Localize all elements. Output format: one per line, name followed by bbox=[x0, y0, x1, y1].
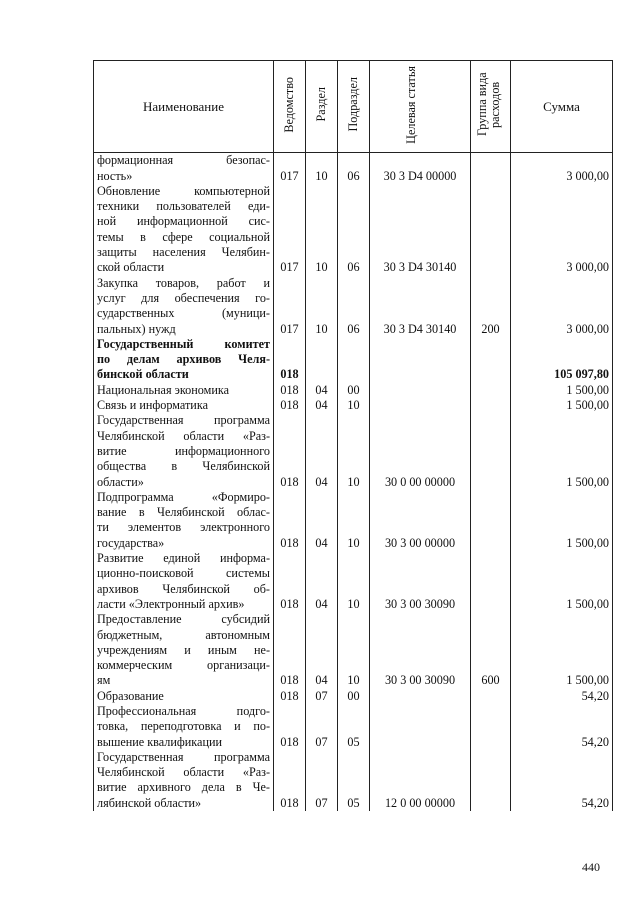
header-gruppa: Группа вида расходов bbox=[471, 61, 511, 153]
cell-gruppa bbox=[471, 490, 511, 551]
cell-podrazdel: 06 bbox=[338, 153, 370, 184]
cell-vedomstvo: 018 bbox=[274, 413, 306, 489]
name-line: ной информационной сис- bbox=[97, 214, 270, 229]
cell-summa: 3 000,00 bbox=[511, 184, 613, 276]
name-line: Обновление компьютерной bbox=[97, 183, 270, 198]
cell-podrazdel: 10 bbox=[338, 612, 370, 688]
cell-vedomstvo: 018 bbox=[274, 383, 306, 398]
cell-summa: 105 097,80 bbox=[511, 337, 613, 383]
header-podrazdel: Подраздел bbox=[338, 61, 370, 153]
table-row bbox=[94, 337, 613, 383]
cell-vedomstvo: 018 bbox=[274, 750, 306, 811]
cell-razdel: 10 bbox=[306, 153, 338, 184]
cell-summa: 1 500,00 bbox=[511, 413, 613, 489]
name-line: вышение квалификации bbox=[97, 734, 223, 749]
cell-summa: 1 500,00 bbox=[511, 383, 613, 398]
table-row bbox=[94, 612, 613, 688]
cell-name bbox=[94, 153, 274, 184]
cell-tselevaya: 30 3 D4 30140 bbox=[370, 184, 471, 276]
name-line: лябинской области» bbox=[97, 795, 202, 810]
table-row bbox=[94, 490, 613, 551]
cell-summa: 3 000,00 bbox=[511, 276, 613, 337]
cell-razdel: 07 bbox=[306, 704, 338, 750]
name-line: ти элементов электронного bbox=[97, 520, 270, 535]
cell-razdel: 10 bbox=[306, 184, 338, 276]
name-line: товка, переподготовка и по- bbox=[97, 719, 270, 734]
cell-gruppa bbox=[471, 413, 511, 489]
cell-tselevaya bbox=[370, 704, 471, 750]
cell-podrazdel: 05 bbox=[338, 704, 370, 750]
cell-tselevaya: 30 3 D4 00000 bbox=[370, 153, 471, 184]
cell-vedomstvo: 018 bbox=[274, 689, 306, 704]
table-body bbox=[94, 153, 613, 811]
name-line: Предоставление субсидий bbox=[97, 612, 270, 627]
cell-name bbox=[94, 337, 274, 383]
cell-razdel: 04 bbox=[306, 398, 338, 413]
name-line: Закупка товаров, работ и bbox=[97, 275, 270, 290]
name-line: ям bbox=[97, 673, 111, 688]
table-row bbox=[94, 276, 613, 337]
cell-gruppa bbox=[471, 689, 511, 704]
cell-podrazdel: 10 bbox=[338, 413, 370, 489]
name-line: техники пользователей еди- bbox=[97, 199, 270, 214]
name-line: витие архивного дела в Че- bbox=[97, 780, 270, 795]
name-line: Челябинской области «Раз- bbox=[97, 765, 270, 780]
cell-name bbox=[94, 750, 274, 811]
cell-razdel bbox=[306, 337, 338, 383]
cell-tselevaya: 30 3 00 30090 bbox=[370, 612, 471, 688]
name-line: государства» bbox=[97, 535, 165, 550]
header-name: Наименование bbox=[94, 61, 274, 153]
cell-vedomstvo: 017 bbox=[274, 184, 306, 276]
name-line: учреждениям и иным не- bbox=[97, 642, 270, 657]
table-row bbox=[94, 413, 613, 489]
cell-podrazdel: 06 bbox=[338, 184, 370, 276]
name-line: Национальная экономика bbox=[97, 382, 230, 397]
name-line: по делам архивов Челя- bbox=[97, 352, 270, 367]
name-line: услуг для обеспечения го- bbox=[97, 290, 270, 305]
cell-razdel: 04 bbox=[306, 413, 338, 489]
header-razdel: Раздел bbox=[306, 61, 338, 153]
name-line: Связь и информатика bbox=[97, 398, 208, 413]
cell-gruppa bbox=[471, 750, 511, 811]
table-row bbox=[94, 398, 613, 413]
name-line: Развитие единой информа- bbox=[97, 551, 270, 566]
cell-gruppa bbox=[471, 337, 511, 383]
cell-vedomstvo: 018 bbox=[274, 551, 306, 612]
cell-gruppa bbox=[471, 398, 511, 413]
cell-name bbox=[94, 276, 274, 337]
cell-gruppa: 600 bbox=[471, 612, 511, 688]
cell-summa: 1 500,00 bbox=[511, 490, 613, 551]
cell-vedomstvo: 017 bbox=[274, 276, 306, 337]
name-line: общества в Челябинской bbox=[97, 459, 270, 474]
cell-gruppa: 200 bbox=[471, 276, 511, 337]
name-line: архивов Челябинской об- bbox=[97, 581, 270, 596]
cell-podrazdel: 10 bbox=[338, 490, 370, 551]
table-row bbox=[94, 383, 613, 398]
cell-vedomstvo: 017 bbox=[274, 153, 306, 184]
name-line: области» bbox=[97, 474, 144, 489]
cell-vedomstvo: 018 bbox=[274, 337, 306, 383]
cell-podrazdel: 00 bbox=[338, 689, 370, 704]
cell-gruppa bbox=[471, 551, 511, 612]
cell-podrazdel: 00 bbox=[338, 383, 370, 398]
cell-vedomstvo: 018 bbox=[274, 704, 306, 750]
cell-name bbox=[94, 413, 274, 489]
table-row bbox=[94, 750, 613, 811]
cell-razdel: 04 bbox=[306, 612, 338, 688]
table-header-row bbox=[94, 61, 613, 153]
cell-razdel: 10 bbox=[306, 276, 338, 337]
cell-tselevaya: 30 3 00 30090 bbox=[370, 551, 471, 612]
name-line: бюджетным, автономным bbox=[97, 627, 270, 642]
cell-summa: 1 500,00 bbox=[511, 551, 613, 612]
cell-podrazdel: 06 bbox=[338, 276, 370, 337]
cell-name bbox=[94, 383, 274, 398]
cell-summa: 3 000,00 bbox=[511, 153, 613, 184]
cell-tselevaya bbox=[370, 689, 471, 704]
name-line: защиты населения Челябин- bbox=[97, 245, 270, 260]
cell-name bbox=[94, 184, 274, 276]
cell-tselevaya bbox=[370, 337, 471, 383]
cell-name bbox=[94, 689, 274, 704]
header-vedomstvo: Ведомство bbox=[274, 61, 306, 153]
cell-gruppa bbox=[471, 704, 511, 750]
cell-summa: 54,20 bbox=[511, 750, 613, 811]
header-tselevaya: Целевая статья bbox=[370, 61, 471, 153]
cell-podrazdel: 10 bbox=[338, 551, 370, 612]
table-row bbox=[94, 551, 613, 612]
table-row bbox=[94, 689, 613, 704]
cell-name bbox=[94, 612, 274, 688]
cell-vedomstvo: 018 bbox=[274, 612, 306, 688]
cell-tselevaya: 30 3 D4 30140 bbox=[370, 276, 471, 337]
cell-podrazdel: 05 bbox=[338, 750, 370, 811]
table-row bbox=[94, 153, 613, 184]
name-line: Государственная программа bbox=[97, 413, 270, 428]
name-line: Подпрограмма «Формиро- bbox=[97, 489, 270, 504]
cell-summa: 1 500,00 bbox=[511, 398, 613, 413]
name-line: коммерческим организаци- bbox=[97, 658, 270, 673]
cell-razdel: 04 bbox=[306, 383, 338, 398]
name-line: бинской области bbox=[97, 367, 189, 382]
name-line: ской области bbox=[97, 260, 165, 275]
cell-tselevaya bbox=[370, 398, 471, 413]
name-line: Государственный комитет bbox=[97, 336, 270, 351]
cell-tselevaya bbox=[370, 383, 471, 398]
name-line: Государственная программа bbox=[97, 749, 270, 764]
cell-summa: 54,20 bbox=[511, 689, 613, 704]
cell-razdel: 04 bbox=[306, 490, 338, 551]
cell-gruppa bbox=[471, 383, 511, 398]
table-row bbox=[94, 184, 613, 276]
name-line: ционно-поисковой системы bbox=[97, 566, 270, 581]
name-line: Образование bbox=[97, 688, 164, 703]
name-line: темы в сфере социальной bbox=[97, 229, 270, 244]
name-line: сударственных (муници- bbox=[97, 306, 270, 321]
name-line: пальных) нужд bbox=[97, 321, 176, 336]
cell-summa: 54,20 bbox=[511, 704, 613, 750]
cell-vedomstvo: 018 bbox=[274, 398, 306, 413]
cell-tselevaya: 12 0 00 00000 bbox=[370, 750, 471, 811]
page-number: 440 bbox=[582, 860, 600, 874]
name-line: Челябинской области «Раз- bbox=[97, 428, 270, 443]
table-row bbox=[94, 704, 613, 750]
name-line: вание в Челябинской облас- bbox=[97, 505, 270, 520]
header-summa: Сумма bbox=[511, 61, 613, 153]
name-line: ность» bbox=[97, 168, 133, 183]
cell-razdel: 07 bbox=[306, 750, 338, 811]
cell-summa: 1 500,00 bbox=[511, 612, 613, 688]
name-line: формационная безопас- bbox=[97, 153, 270, 168]
cell-gruppa bbox=[471, 153, 511, 184]
name-line: Профессиональная подго- bbox=[97, 703, 270, 718]
cell-podrazdel bbox=[338, 337, 370, 383]
name-line: ласти «Электронный архив» bbox=[97, 596, 245, 611]
budget-table bbox=[93, 60, 613, 811]
cell-name bbox=[94, 490, 274, 551]
cell-name bbox=[94, 704, 274, 750]
cell-razdel: 07 bbox=[306, 689, 338, 704]
cell-gruppa bbox=[471, 184, 511, 276]
cell-vedomstvo: 018 bbox=[274, 490, 306, 551]
name-line: витие информационного bbox=[97, 443, 270, 458]
cell-name bbox=[94, 551, 274, 612]
cell-name bbox=[94, 398, 274, 413]
cell-tselevaya: 30 0 00 00000 bbox=[370, 413, 471, 489]
cell-podrazdel: 10 bbox=[338, 398, 370, 413]
cell-tselevaya: 30 3 00 00000 bbox=[370, 490, 471, 551]
cell-razdel: 04 bbox=[306, 551, 338, 612]
